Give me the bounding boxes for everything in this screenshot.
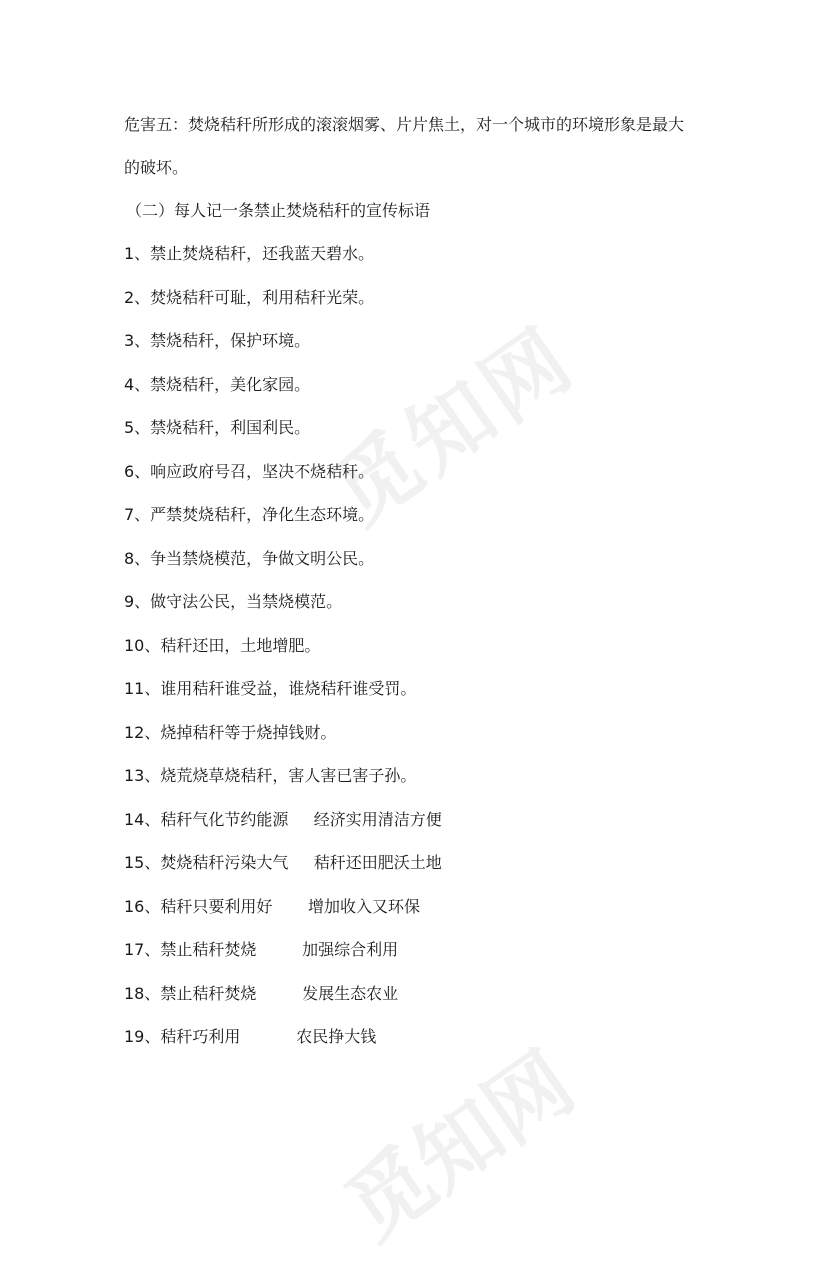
list-item: 6、响应政府号召，坚决不烧秸秆。: [124, 461, 375, 481]
list-item: 17、禁止秸秆焚烧 加强综合利用: [124, 940, 399, 959]
list-item: 12、烧掉秸秆等于烧掉钱财。: [124, 722, 337, 742]
list-item: 13、烧荒烧草烧秸秆，害人害已害子孙。: [124, 766, 417, 785]
list-item: 1、禁止焚烧秸秆，还我蓝天碧水。: [124, 244, 375, 263]
list-item: 8、争当禁烧模范，争做文明公民。: [124, 548, 375, 568]
list-item: 14、秸秆气化节约能源 经济实用清洁方便: [124, 809, 442, 829]
list-item: 5、禁烧秸秆，利国利民。: [124, 418, 311, 437]
list-item: 18、禁止秸秆焚烧 发展生态农业: [124, 983, 399, 1003]
list-item: 2、焚烧秸秆可耻，利用秸秆光荣。: [124, 287, 375, 307]
list-item: 7、严禁焚烧秸秆，净化生态环境。: [124, 505, 375, 524]
list-item: 3、禁烧秸秆，保护环境。: [124, 331, 311, 350]
list-item: 11、谁用秸秆谁受益，谁烧秸秆谁受罚。: [124, 679, 417, 698]
slogan-list: [124, 232, 724, 1059]
list-item: 10、秸秆还田，土地增肥。: [124, 635, 321, 655]
document-body: [124, 103, 724, 1059]
list-item: 15、焚烧秸秆污染大气 秸秆还田肥沃土地: [124, 853, 442, 872]
list-item: 9、做守法公民，当禁烧模范。: [124, 592, 343, 611]
watermark-bottom: 觅知网: [328, 1033, 592, 1259]
paragraph-line-1: 危害五：焚烧秸秆所形成的滚滚烟雾、片片焦土，对一个城市的环境形象是最大: [124, 115, 685, 134]
paragraph-line-2: 的破坏。: [124, 158, 189, 177]
watermark: 觅知网: [315, 307, 593, 543]
list-item: 16、秸秆只要利用好 增加收入又环保: [124, 896, 420, 916]
list-item: 19、秸秆巧利用 农民挣大钱: [124, 1027, 377, 1046]
section-heading: （二）每人记一条禁止焚烧秸秆的宣传标语: [126, 201, 431, 220]
list-item: 4、禁烧秸秆，美化家园。: [124, 374, 311, 394]
